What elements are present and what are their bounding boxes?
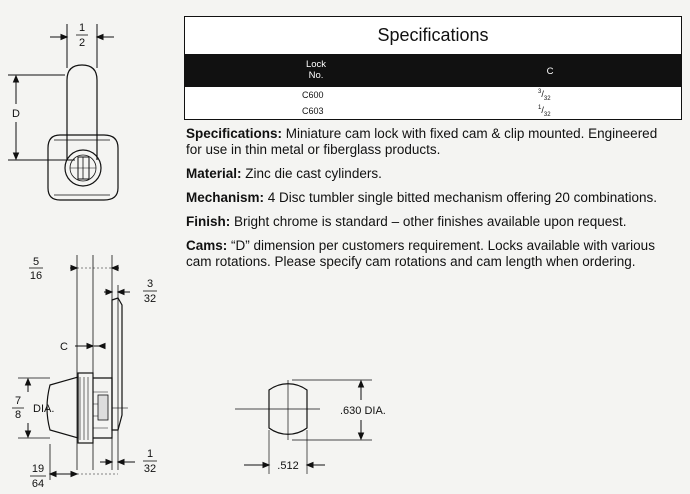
dim-top-num: 1 <box>78 22 86 34</box>
spec-paragraph-mechanism <box>186 190 676 206</box>
spec-table <box>184 16 682 120</box>
spec-label: Material: <box>186 166 242 181</box>
spec-body: Miniature cam lock with fixed cam & clip mounted. Engineered for use in thin metal or fiberglass products. <box>186 126 658 157</box>
spec-paragraph-material <box>186 166 676 182</box>
c-value: $^3/_{32}$ <box>538 89 551 102</box>
table-row <box>185 103 681 119</box>
dim-d-label: D <box>12 108 20 120</box>
spec-body: “D” dimension per customers requirement. Locks available with various cam rotations. Please specify cam rotations and cam length when ordering. <box>186 238 655 269</box>
lock-number: C600 <box>302 90 324 100</box>
c-value: $^1/_{32}$ <box>538 105 551 118</box>
col-c-header: C <box>546 66 554 77</box>
dim-cutout-width: .512 <box>277 460 299 472</box>
dim-cutout-dia: .630 DIA. <box>340 405 386 417</box>
dim-32a-den: 32 <box>143 293 157 305</box>
dim-1-num: 1 <box>146 448 154 460</box>
spec-paragraph-cams <box>186 238 676 270</box>
spec-table-title: Specifications <box>185 17 681 55</box>
spec-body: 4 Disc tumbler single bitted mechanism offering 20 combinations. <box>264 190 657 205</box>
col-lock-header-line1: Lock <box>305 59 327 70</box>
spec-label: Specifications: <box>186 126 283 141</box>
dim-16-den: 16 <box>29 270 43 282</box>
spec-paragraph-specifications <box>186 126 676 158</box>
spec-body: Zinc die cast cylinders. <box>241 166 382 181</box>
dim-32b-den: 32 <box>143 463 157 475</box>
cutout-drawing <box>235 380 372 474</box>
dim-3-num: 3 <box>146 278 154 290</box>
spec-table-header <box>185 55 681 87</box>
dim-7-num: 7 <box>14 395 22 407</box>
dim-64-den: 64 <box>31 478 45 490</box>
dim-top-den: 2 <box>78 37 86 49</box>
dim-c-label: C <box>60 341 68 353</box>
col-lock-header <box>291 59 341 81</box>
dim-dia-label: DIA. <box>33 403 55 415</box>
spec-label: Cams: <box>186 238 228 253</box>
spec-paragraph-finish <box>186 214 676 230</box>
lock-number: C603 <box>302 106 324 116</box>
spec-body: Bright chrome is standard – other finishes available upon request. <box>230 214 627 229</box>
col-lock-header-line2: No. <box>308 70 324 81</box>
dim-19-num: 19 <box>31 463 45 475</box>
c-value-num: 3 <box>538 89 542 95</box>
front-view-drawing <box>8 24 118 200</box>
c-value-den: 32 <box>543 95 551 102</box>
dim-8-den: 8 <box>14 409 22 421</box>
spec-label: Mechanism: <box>186 190 265 205</box>
spec-label: Finish: <box>186 214 231 229</box>
c-value-num: 1 <box>538 105 542 111</box>
side-view-drawing <box>18 255 135 480</box>
spec-description <box>186 126 676 278</box>
table-row <box>185 87 681 103</box>
c-value-den: 32 <box>543 111 551 118</box>
dim-5-num: 5 <box>32 256 40 268</box>
